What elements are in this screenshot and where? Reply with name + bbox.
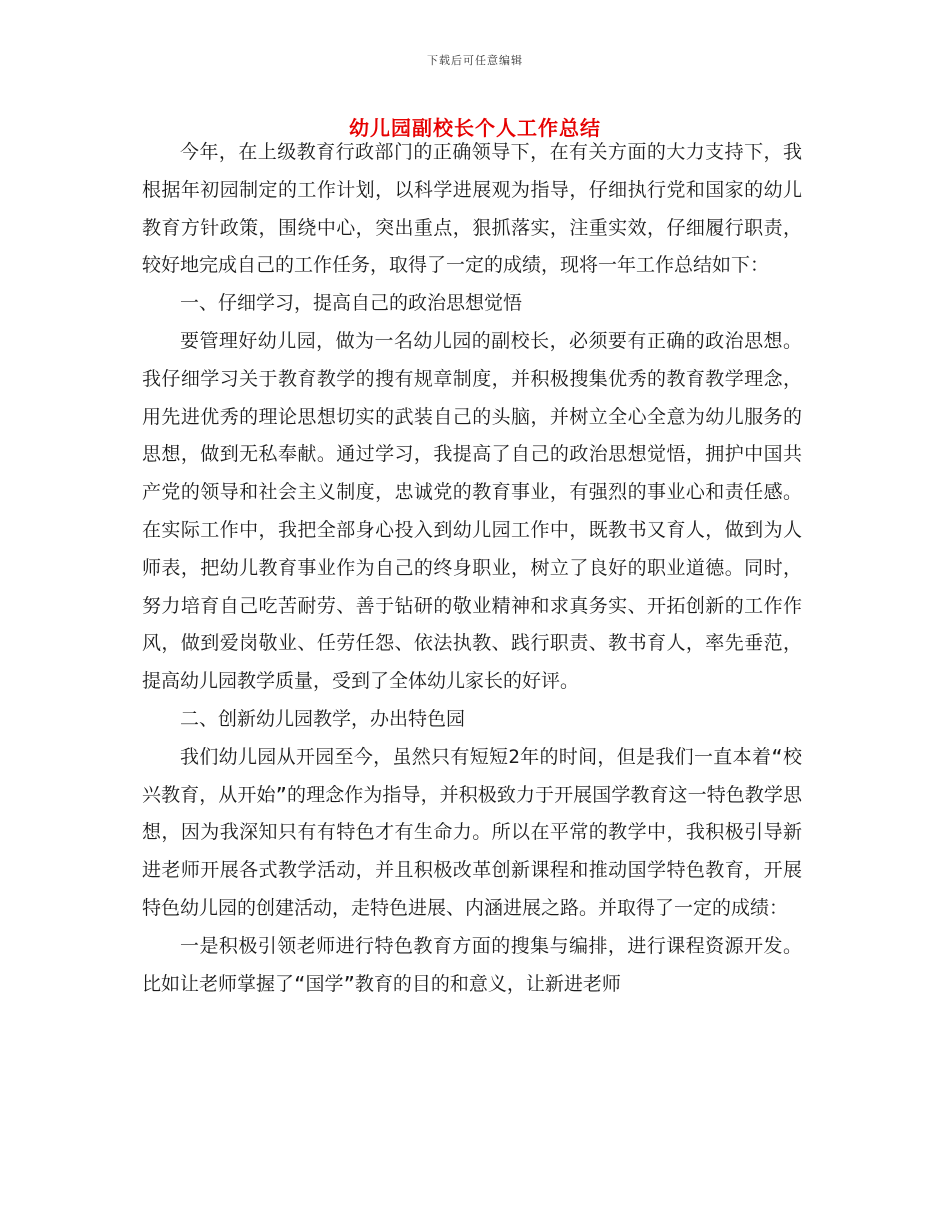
document-body <box>142 134 802 1003</box>
document-title: 幼儿园副校长个人工作总结 <box>349 116 601 140</box>
paragraph-section-2: 我们幼儿园从开园至今，虽然只有短短2年的时间，但是我们一直本着“校兴教育，从开始”的理念作为指导，并积极致力于开展国学教育这一特色教学思想，因为我深知只有有特色才有生命力。所以在平常的教学中，我积极引导新进老师开展各式教学活动，并且积极改革创新课程和推动国学特色教育，开展特色幼儿园的创建活动，走特色进展、内涵进展之路。并取得了一定的成绩： <box>142 745 802 919</box>
section-heading-2: 二、创新幼儿园教学，办出特色园 <box>180 707 466 730</box>
paragraph-section-1: 要管理好幼儿园，做为一名幼儿园的副校长，必须要有正确的政治思想。我仔细学习关于教育教学的搜有规章制度，并积极搜集优秀的教育教学理念，用先进优秀的理论思想切实的武装自己的头脑，并树立全心全意为幼儿服务的思想，做到无私奉献。通过学习，我提高了自己的政治思想觉悟，拥护中国共产党的领导和社会主义制度，忠诚党的教育事业，有强烈的事业心和责任感。在实际工作中，我把全部身心投入到幼儿园工作中，既教书又育人，做到为人师表，把幼儿教育事业作为自己的终身职业，树立了良好的职业道德。同时，努力培育自己吃苦耐劳、善于钻研的敬业精神和求真务实、开拓创新的工作作风，做到爱岗敬业、任劳任怨、依法执教、践行职责、教书育人，率先垂范，提高幼儿园教学质量，受到了全体幼儿家长的好评。 <box>142 329 802 693</box>
section-heading-1: 一、仔细学习，提高自己的政治思想觉悟 <box>180 292 523 315</box>
header-note: 下载后可任意编辑 <box>427 54 523 67</box>
paragraph-intro: 今年，在上级教育行政部门的正确领导下，在有关方面的大力支持下，我根据年初园制定的工作计划，以科学进展观为指导，仔细执行党和国家的幼儿教育方针政策，围绕中心，突出重点，狠抓落实，注重实效，仔细履行职责，较好地完成自己的工作任务，取得了一定的成绩，现将一年工作总结如下： <box>142 141 802 277</box>
paragraph-section-2-point-1: 一是积极引领老师进行特色教育方面的搜集与编排，进行课程资源开发。比如让老师掌握了“国学”教育的目的和意义，让新进老师 <box>142 934 802 995</box>
